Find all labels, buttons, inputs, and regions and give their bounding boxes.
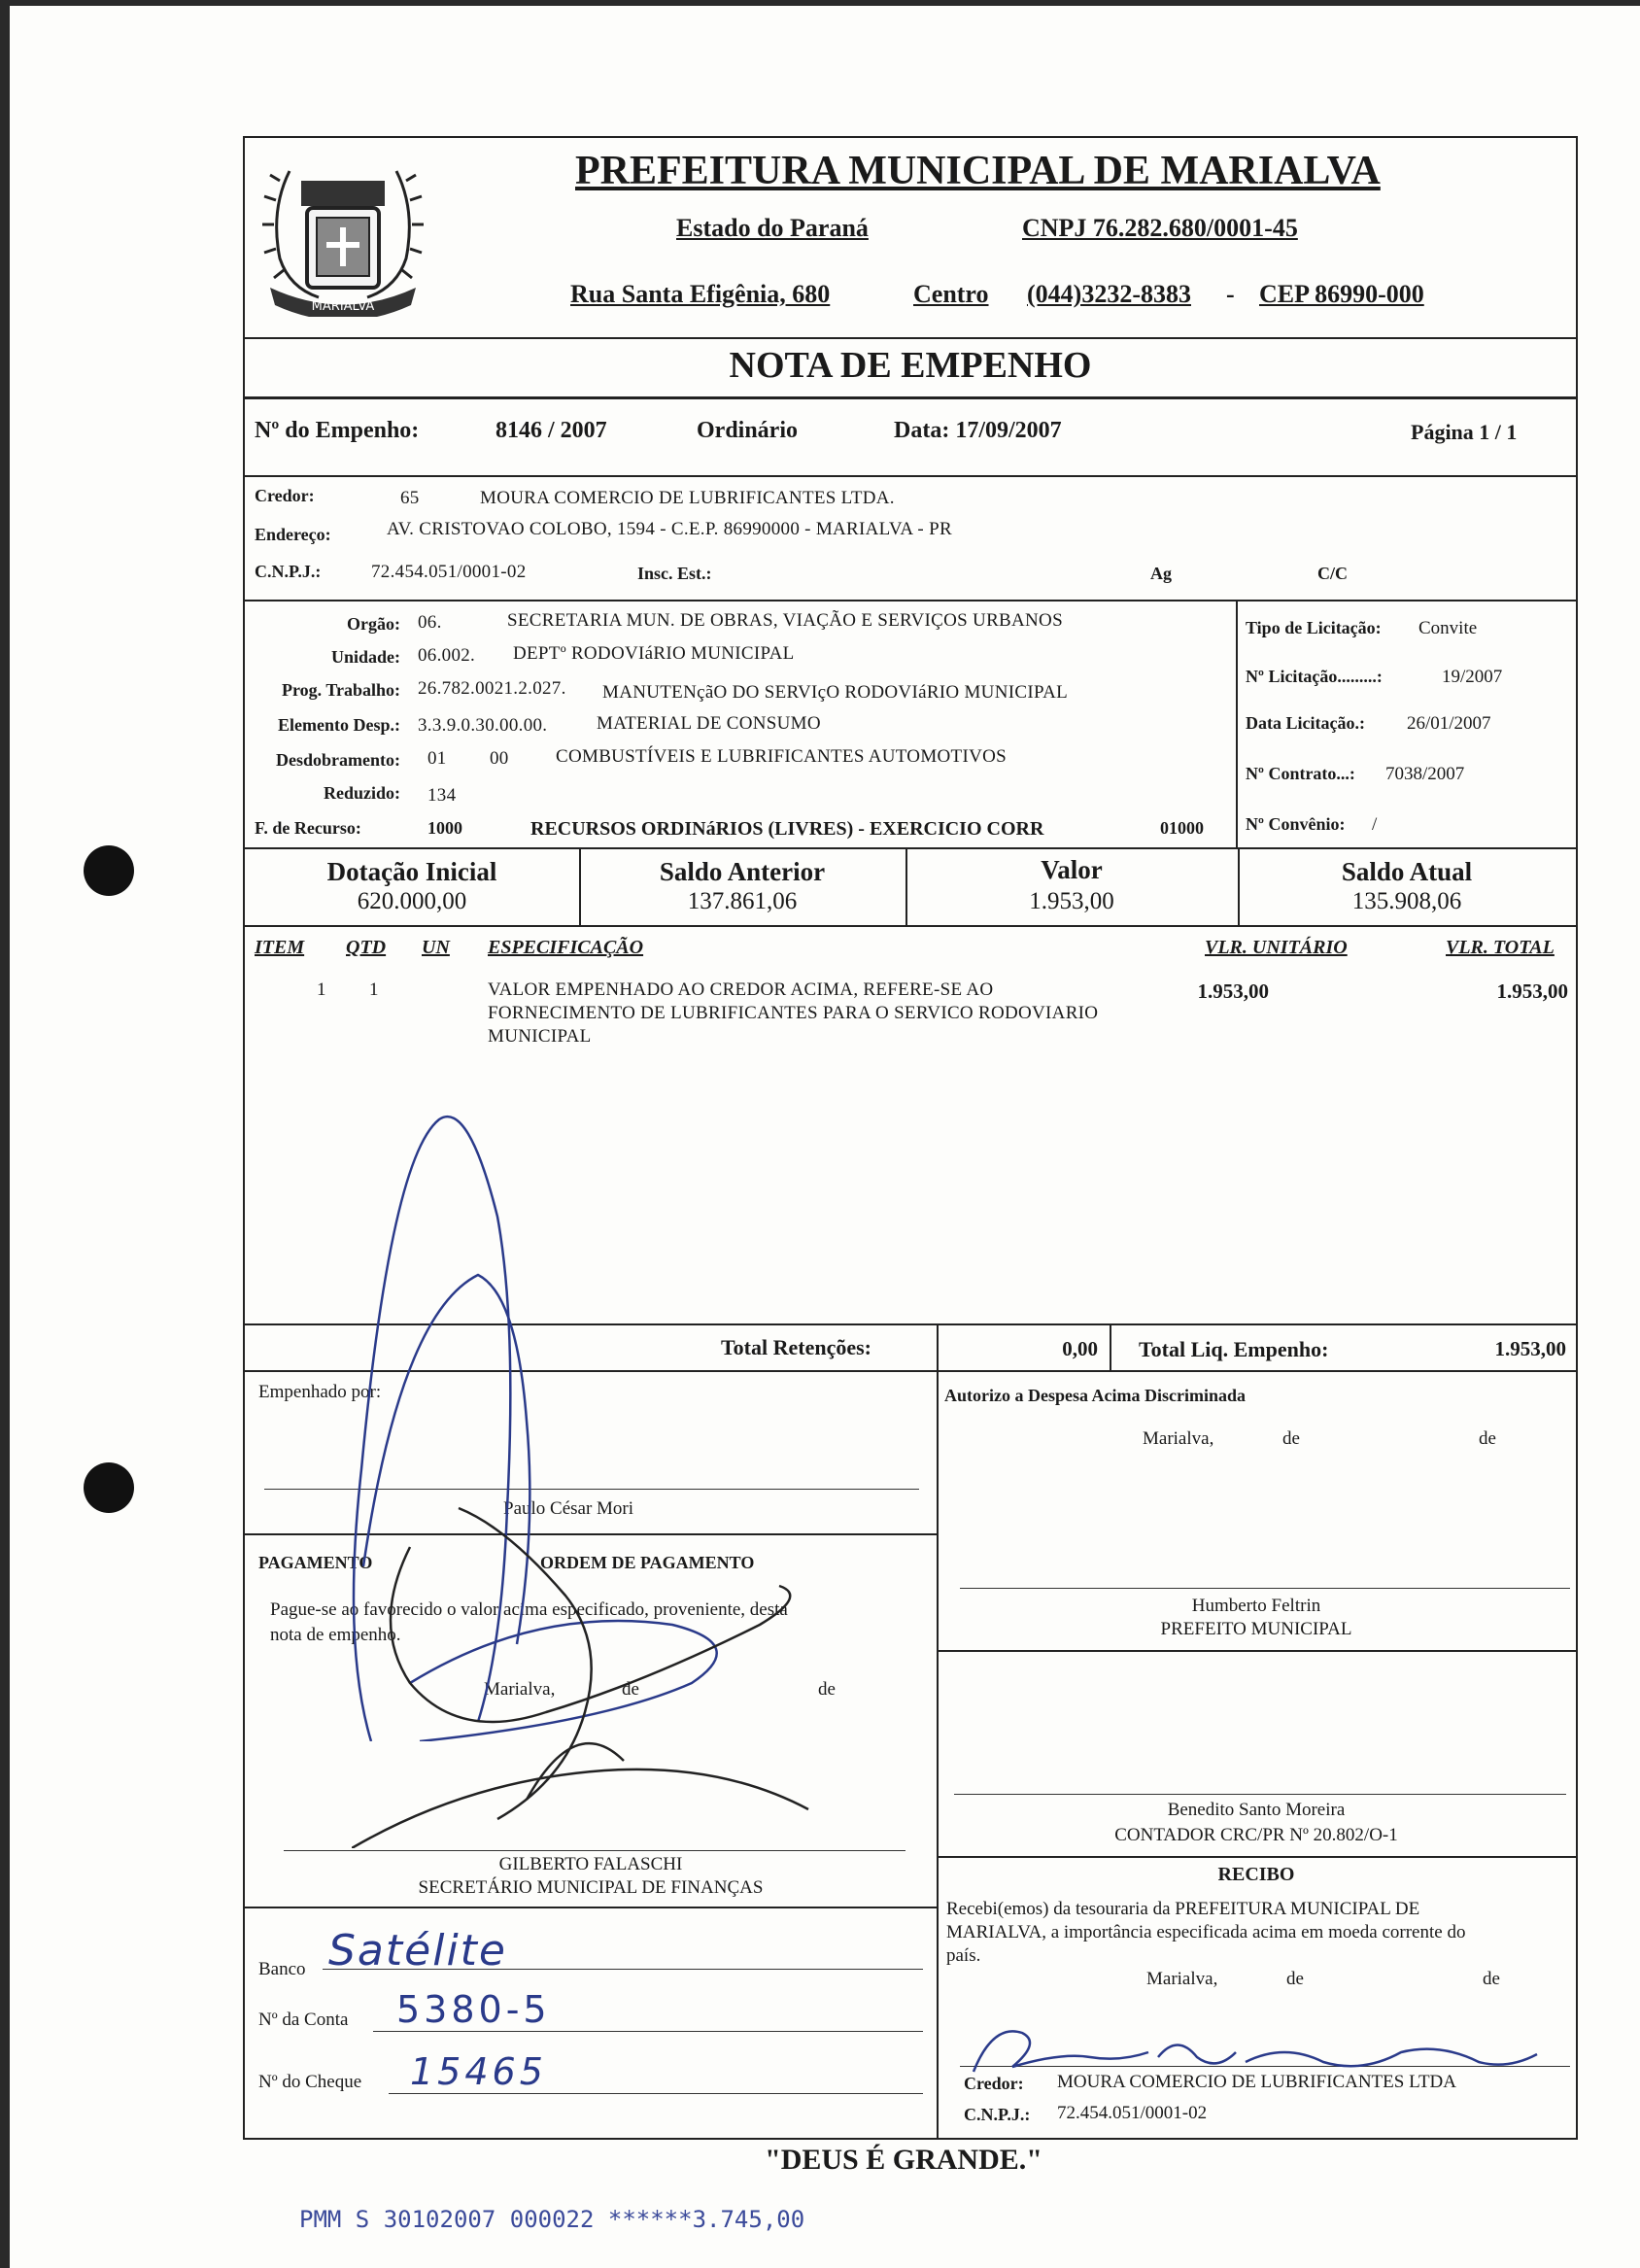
dotacao-inicial-value: 620.000,00 (357, 888, 467, 914)
unidade-desc: DEPTº RODOVIáRIO MUNICIPAL (513, 643, 795, 664)
item-spec-line3: MUNICIPAL (488, 1026, 592, 1047)
pagamento-text-2: nota de empenho. (270, 1625, 401, 1645)
banco-label: Banco (258, 1959, 306, 1979)
autorizo-de-2: de (1479, 1428, 1496, 1449)
empenhado-por-name: Paulo César Mori (503, 1498, 634, 1519)
desdobramento-code: 01 (427, 748, 447, 769)
prog-trabalho-label: Prog. Trabalho: (281, 680, 400, 700)
ordem-pagamento-label: ORDEM DE PAGAMENTO (540, 1553, 755, 1572)
conta-label: Nº da Conta (258, 2010, 349, 2030)
fonte-recurso-num: 01000 (1160, 818, 1204, 838)
item-vlr-total: 1.953,00 (1496, 979, 1568, 1003)
agencia-label: Ag (1150, 564, 1172, 583)
secretario-title: SECRETÁRIO MUNICIPAL DE FINANÇAS (418, 1877, 764, 1898)
orgao-desc: SECRETARIA MUN. DE OBRAS, VIAÇÃO E SERVIÇOS URBANOS (507, 610, 1063, 631)
page-edge-top (0, 0, 1640, 6)
conta-value: 5380-5 (396, 1988, 551, 2031)
dotacao-inicial-label: Dotação Inicial (326, 857, 497, 886)
col-un: UN (422, 937, 450, 958)
convenio-number: / (1372, 814, 1378, 835)
nota-de-empenho-form (243, 136, 1578, 2140)
pagamento-text-1: Pague-se ao favorecido o valor acima especificado, proveniente, desta (270, 1599, 788, 1620)
page-number: Página 1 / 1 (1411, 420, 1518, 444)
desdobramento-desc: COMBUSTÍVEIS E LUBRIFICANTES AUTOMOTIVOS (556, 746, 1007, 767)
unidade-label: Unidade: (330, 647, 400, 667)
insc-est-label: Insc. Est.: (637, 564, 712, 583)
total-retencoes-label: Total Retenções: (721, 1335, 871, 1359)
contador-title: CONTADOR CRC/PR Nº 20.802/O-1 (1114, 1825, 1398, 1845)
prefeitura-title: PREFEITURA MUNICIPAL DE MARIALVA (575, 149, 1381, 193)
credor-cnpj: 72.454.051/0001-02 (371, 562, 527, 582)
address-district: Centro (913, 280, 989, 308)
address-street: Rua Santa Efigênia, 680 (570, 280, 831, 308)
recibo-text-3: país. (946, 1945, 981, 1966)
num-licitacao-label: Nº Licitação.........: (1246, 667, 1383, 686)
recibo-cnpj-label: C.N.P.J.: (964, 2105, 1031, 2124)
recibo-text-2: MARIALVA, a importância especificada acima em moeda corrente do (946, 1922, 1466, 1942)
num-licitacao: 19/2007 (1442, 667, 1503, 687)
prefeito-title: PREFEITO MUNICIPAL (1160, 1619, 1352, 1639)
pagamento-de-1: de (622, 1679, 639, 1700)
unidade-code: 06.002. (418, 645, 476, 666)
page-edge-left (0, 0, 10, 2268)
total-retencoes-value: 0,00 (1062, 1337, 1098, 1360)
secretario-name: GILBERTO FALASCHI (498, 1854, 683, 1874)
credor-code: 65 (400, 488, 420, 508)
item-spec-line2: FORNECIMENTO DE LUBRIFICANTES PARA O SERVICO RODOVIARIO (488, 1003, 1099, 1023)
item-spec-line1: VALOR EMPENHADO AO CREDOR ACIMA, REFERE-SE AO (488, 979, 994, 1000)
empenho-date: Data: 17/09/2007 (894, 418, 1062, 443)
reduzido-label: Reduzido: (323, 783, 400, 803)
recibo-credor: MOURA COMERCIO DE LUBRIFICANTES LTDA (1057, 2072, 1456, 2092)
tipo-licitacao: Convite (1418, 618, 1478, 638)
empenhado-por-label: Empenhado por: (258, 1382, 382, 1402)
cheque-value: 15465 (410, 2050, 547, 2093)
address-separator: - (1226, 280, 1235, 308)
total-liq-value: 1.953,00 (1494, 1337, 1566, 1360)
col-vlr-unitario: VLR. UNITÁRIO (1205, 937, 1348, 958)
prefeito-name: Humberto Feltrin (1191, 1596, 1321, 1616)
saldo-anterior-label: Saldo Anterior (659, 857, 826, 886)
recibo-city: Marialva, (1146, 1969, 1218, 1989)
desdobramento-code2: 00 (490, 748, 509, 769)
fonte-recurso-label: F. de Recurso: (255, 818, 361, 838)
punch-hole-top (84, 845, 134, 896)
prog-trabalho-code: 26.782.0021.2.027. (418, 678, 566, 699)
recibo-cnpj: 72.454.051/0001-02 (1057, 2103, 1208, 2123)
cep: CEP 86990-000 (1259, 280, 1424, 308)
credor-address: AV. CRISTOVAO COLOBO, 1594 - C.E.P. 86990000 - MARIALVA - PR (387, 519, 952, 539)
fonte-recurso-code: 1000 (427, 818, 462, 838)
reduzido-code: 134 (427, 785, 457, 806)
data-licitacao: 26/01/2007 (1407, 713, 1491, 734)
footer-motto: "DEUS É GRANDE." (765, 2144, 1042, 2176)
elemento-desp-label: Elemento Desp.: (278, 715, 400, 735)
pagamento-city: Marialva, (484, 1679, 556, 1700)
autorizo-label: Autorizo a Despesa Acima Discriminada (944, 1386, 1246, 1405)
valor-value: 1.953,00 (1029, 888, 1114, 914)
recibo-credor-label: Credor: (964, 2074, 1024, 2093)
orgao-code: 06. (418, 612, 442, 633)
contador-name: Benedito Santo Moreira (1167, 1800, 1346, 1820)
recibo-title: RECIBO (1217, 1864, 1295, 1885)
desdobramento-label: Desdobramento: (276, 750, 400, 770)
credor-name: MOURA COMERCIO DE LUBRIFICANTES LTDA. (480, 488, 895, 508)
saldo-atual-label: Saldo Atual (1341, 857, 1473, 886)
cnpj-header: CNPJ 76.282.680/0001-45 (1022, 214, 1298, 242)
cheque-label: Nº do Cheque (258, 2072, 362, 2092)
recibo-text-1: Recebi(emos) da tesouraria da PREFEITURA MUNICIPAL DE (946, 1899, 1420, 1919)
col-qtd: QTD (346, 937, 387, 958)
saldo-anterior-value: 137.861,06 (687, 888, 798, 914)
municipal-crest-icon (251, 152, 435, 317)
banco-value: Satélite (328, 1926, 507, 1976)
saldo-atual-value: 135.908,06 (1351, 888, 1462, 914)
cnpj-label: C.N.P.J.: (255, 562, 322, 581)
item-vlr-unitario: 1.953,00 (1197, 979, 1269, 1003)
svg-text:MARIALVA: MARIALVA (311, 299, 375, 314)
recibo-de-2: de (1483, 1969, 1500, 1989)
fonte-recurso-desc: RECURSOS ORDINáRIOS (LIVRES) - EXERCICIO CORR (530, 818, 1044, 840)
pagamento-label: PAGAMENTO (258, 1553, 373, 1572)
endereco-label: Endereço: (255, 525, 331, 544)
autorizo-city: Marialva, (1143, 1428, 1214, 1449)
empenho-type: Ordinário (697, 418, 799, 443)
total-liq-label: Total Liq. Empenho: (1139, 1337, 1329, 1361)
contrato-number: 7038/2007 (1385, 764, 1465, 784)
empenho-number-label: Nº do Empenho: (255, 418, 420, 443)
col-vlr-total: VLR. TOTAL (1446, 937, 1555, 958)
autorizo-de-1: de (1282, 1428, 1300, 1449)
pagamento-de-2: de (818, 1679, 836, 1700)
contrato-label: Nº Contrato...: (1246, 764, 1355, 783)
tipo-licitacao-label: Tipo de Licitação: (1246, 618, 1382, 637)
empenho-number: 8146 / 2007 (495, 418, 607, 443)
data-licitacao-label: Data Licitação.: (1246, 713, 1365, 733)
credor-label: Credor: (255, 486, 315, 505)
doc-title: NOTA DE EMPENHO (729, 345, 1092, 386)
valor-label: Valor (1041, 855, 1103, 884)
orgao-label: Orgão: (347, 614, 400, 634)
punch-hole-bottom (84, 1462, 134, 1513)
elemento-desp-code: 3.3.9.0.30.00.00. (418, 715, 548, 736)
col-item: ITEM (255, 937, 305, 958)
convenio-label: Nº Convênio: (1246, 814, 1346, 834)
cash-register-stamp: PMM S 30102007 000022 ******3.745,00 (299, 2206, 805, 2233)
col-especificacao: ESPECIFICAÇÃO (488, 937, 644, 958)
recibo-de-1: de (1286, 1969, 1304, 1989)
conta-corrente-label: C/C (1317, 564, 1348, 583)
elemento-desp-desc: MATERIAL DE CONSUMO (597, 713, 821, 734)
prog-trabalho-desc: MANUTENçãO DO SERVIçO RODOVIáRIO MUNICIPAL (602, 682, 1068, 703)
phone-number: (044)3232-8383 (1027, 280, 1191, 308)
item-number: 1 (317, 979, 326, 1000)
item-qtd: 1 (369, 979, 379, 1000)
state-name: Estado do Paraná (676, 214, 869, 242)
secretario-signature (352, 1489, 837, 1848)
credor-signature (954, 2013, 1556, 2081)
